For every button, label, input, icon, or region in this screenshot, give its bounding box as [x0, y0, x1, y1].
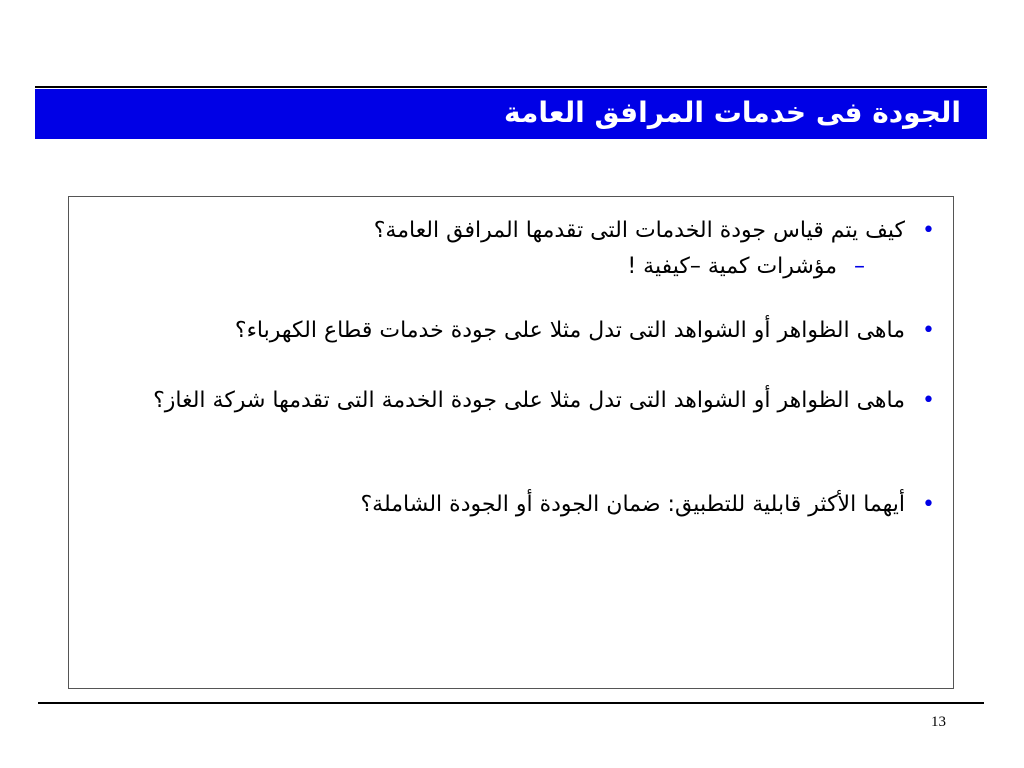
bottom-divider-line	[38, 702, 984, 704]
bullet-item	[77, 385, 945, 417]
sub-bullet-item	[77, 251, 905, 283]
sub-bullet-text: مؤشرات كمية –كيفية !	[627, 254, 837, 279]
content-box	[68, 196, 954, 689]
slide-title: الجودة فى خدمات المرافق العامة	[504, 96, 961, 129]
page-number: 13	[931, 714, 946, 730]
bullet-list	[77, 215, 945, 521]
bullet-item	[77, 215, 945, 283]
top-divider-line	[35, 86, 987, 88]
title-bar	[35, 89, 987, 139]
bullet-text: أيهما الأكثر قابلية للتطبيق: ضمان الجودة أو الجودة الشاملة؟	[360, 492, 905, 517]
bullet-text: ماهى الظواهر أو الشواهد التى تدل مثلا على جودة خدمات قطاع الكهرباء؟	[234, 318, 905, 343]
dash-icon: –	[854, 254, 865, 279]
bullet-item	[77, 489, 945, 521]
bullet-text: كيف يتم قياس جودة الخدمات التى تقدمها المرافق العامة؟	[373, 218, 905, 243]
bullet-text: ماهى الظواهر أو الشواهد التى تدل مثلا على جودة الخدمة التى تقدمها شركة الغاز؟	[153, 388, 905, 413]
bullet-item	[77, 315, 945, 347]
